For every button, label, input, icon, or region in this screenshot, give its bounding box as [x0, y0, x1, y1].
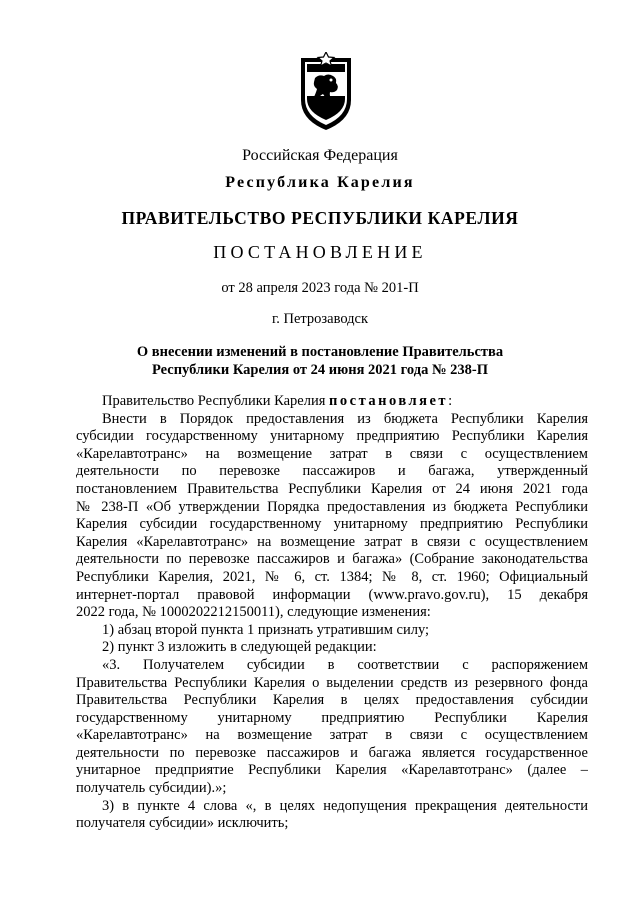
- body-line: получателя субсидии» исключить;: [76, 815, 289, 832]
- body-line: Правительства Республики Карелия о выделении средств из резервного фонда: [76, 674, 588, 691]
- title-line: Республики Карелия от 24 июня 2021 года № 238-П: [151, 362, 488, 378]
- document-title: [0, 343, 640, 379]
- body-line: получатель субсидии).»;: [76, 780, 227, 797]
- body-line: Правительства Республики Карелия в целях предоставления субсидии: [76, 692, 588, 709]
- document-city: г. Петрозаводск: [271, 311, 369, 327]
- body-line: деятельности по перевозке пассажиров и багажа является государственное: [76, 744, 588, 761]
- body-line: «Карелавтотранс» на возмещение затрат в связи с осуществлением: [76, 445, 588, 462]
- document-body: [76, 393, 588, 833]
- body-line: деятельности по перевозке пассажиров и багажа» (Собрание законодательства: [76, 551, 588, 568]
- list-item: 3) в пункте 4 слова «, в целях недопущения прекращения деятельности: [102, 797, 588, 814]
- body-line: интернет-портал правовой информации (www.pravo.gov.ru), 15 декабря: [76, 586, 588, 603]
- body-line: Карелия субсидии государственному унитарному предприятию Республики: [76, 516, 588, 533]
- body-line: «3. Получателем субсидии в соответствии с распоряжением: [102, 656, 588, 673]
- document-date-number: от 28 апреля 2023 года № 201-П: [221, 280, 419, 296]
- country-name: Российская Федерация: [242, 147, 398, 164]
- body-line: 2022 года, № 1000202212150011), следующие изменения:: [76, 604, 431, 621]
- list-item: 2) пункт 3 изложить в следующей редакции:: [102, 639, 377, 656]
- government-name: ПРАВИТЕЛЬСТВО РЕСПУБЛИКИ КАРЕЛИЯ: [121, 208, 519, 228]
- decree-word: постановляет: [329, 393, 449, 409]
- body-line: Внести в Порядок предоставления из бюджета Республики Карелия: [102, 410, 588, 427]
- intro-line: Правительство Республики Карелия постановляет:: [102, 393, 453, 409]
- title-line: О внесении изменений в постановление Правительства: [136, 344, 504, 360]
- document-type: ПОСТАНОВЛЕНИЕ: [213, 242, 427, 262]
- coat-of-arms-karelia-icon: [297, 52, 355, 132]
- body-line: унитарное предприятие Республики Карелия «Карелавтотранс» (далее –: [76, 762, 588, 779]
- body-line: № 238-П «Об утверждении Порядка предоставления из бюджета Республики: [76, 498, 588, 515]
- list-item: 1) абзац второй пункта 1 признать утратившим силу;: [102, 621, 430, 638]
- body-line: субсидии государственному унитарному предприятию Республики Карелия: [76, 428, 588, 445]
- republic-name: Республика Карелия: [225, 174, 415, 191]
- body-line: «Карелавтотранс» на возмещение затрат в связи с осуществлением: [76, 727, 588, 744]
- body-line: деятельности по перевозке пассажиров и багажа, утвержденный: [76, 463, 588, 480]
- body-line: государственному унитарному предприятию Республики Карелия: [76, 709, 588, 726]
- body-line: Республики Карелия, 2021, № 6, ст. 1384; № 8, ст. 1960; Официальный: [76, 568, 588, 585]
- body-line: постановлением Правительства Республики Карелия от 24 июня 2021 года: [76, 480, 588, 497]
- body-line: Карелия «Карелавтотранс» на возмещение затрат в связи с осуществлением: [76, 533, 588, 550]
